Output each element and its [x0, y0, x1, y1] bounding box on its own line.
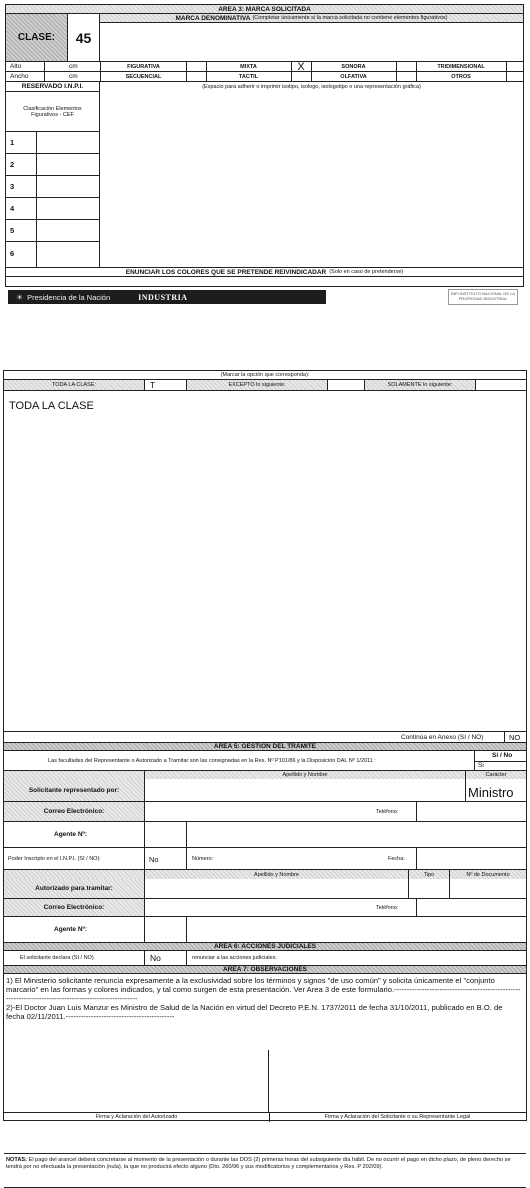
solamente-label: SOLAMENTE lo siguiente: — [387, 382, 453, 388]
si-no-label: Sí / No — [492, 752, 513, 759]
notas-text: El pago del arancel deberá concretarse al momento de la presentación o durante las DOS (2) primeras horas del subsiguiente día hábil. De no ocurrir el pago en dicho plazo, de pleno derecho se tendrá por no efectuada la presentación (nula), la que no producirá efecto alguno (Dto. 260/96 y sus modificatorios y complementarios y Res. P 202/09). — [6, 1157, 511, 1170]
area5-title: AREA 5: GESTIÓN DEL TRÁMITE — [213, 743, 317, 750]
cef-row: 1 — [6, 132, 100, 154]
cef-row: 3 — [6, 176, 100, 198]
solicitante-row — [4, 779, 526, 802]
area5-title-bar — [4, 742, 526, 751]
isotipo-note-bar — [100, 82, 523, 92]
cef-row: 6 — [6, 242, 100, 267]
toda-clase-value[interactable]: T — [150, 380, 156, 390]
facultades-text: Las facultades del Representante o Autorizado a Tramitar son las consignadas en la Res. Nº P101/86 y la Disposición DAL Nº 1/2011 : — [48, 758, 376, 764]
clasificacion-label: Clasificación Elementos Figurativos - CEF — [23, 105, 82, 118]
footer-inpi: INPI INSTITUTO NACIONAL DE LA PROPIEDAD INDUSTRIAL — [450, 291, 515, 301]
ancho-row — [6, 72, 100, 82]
marca-denominativa-bar — [100, 14, 523, 23]
area7-title-bar — [4, 966, 526, 974]
types-row-1 — [101, 62, 523, 72]
caracter-label: Carácter — [485, 772, 507, 778]
agente-row-2 — [4, 917, 526, 943]
area7-title: AREA 7: OBSERVACIONES — [222, 966, 308, 973]
anexo-label: Continúa en Anexo (SI / NO) — [401, 734, 484, 741]
area6-title: AREA 6: ACCIONES JUDICIALES — [213, 943, 317, 950]
apellido-nombre-label-2: Apellido y Nombre — [254, 871, 299, 878]
footer-presidencia: Presidencia de la Nación — [27, 292, 111, 302]
page-1 — [0, 0, 530, 310]
sun-icon: ☀ — [16, 292, 24, 302]
marca-denominativa-note: (Completar únicamente si la marca solicitada no contiene elementos figurativos) — [252, 15, 448, 21]
caracter-value[interactable]: Ministro — [468, 785, 514, 800]
colores-note: (Solo en caso de pretenderse) — [329, 269, 404, 275]
area6-title-bar — [4, 943, 526, 951]
si-no-value[interactable]: Si — [478, 762, 484, 769]
alto-row — [6, 62, 100, 72]
ancho-cm: cm — [69, 73, 78, 80]
correo-label-1: Correo Electrónico: — [43, 808, 105, 815]
firma-autorizado: Firma y Aclaración del Autorizado — [95, 1114, 178, 1120]
declara-row — [4, 951, 526, 966]
firma-solicitante: Firma y Aclaración del Solicitante o su Representante Legal — [324, 1114, 471, 1120]
toda-clase-row — [4, 380, 526, 391]
alto-cm: cm — [69, 63, 78, 70]
area3-title-bar — [6, 5, 523, 14]
clase-value: 45 — [75, 29, 92, 46]
solicitante-label: Solicitante representado por: — [28, 786, 120, 794]
page-2 — [0, 362, 530, 1170]
renunciar-text: renunciar a las acciones judiciales. — [192, 955, 277, 961]
type-tridimensional: TRIDIMENSIONAL — [437, 64, 485, 70]
obs-1: 1) El Ministerio solicitante renuncia expresamente a la exclusividad sobre los términos y signos "de uso común" y solicita únicamente el "conjunto marcario" en las formas y colores indicados, y tal como surgen de esta presentación. Ver Area 3 de este formulario.------------------------------------------------------------------------------------------------------ — [6, 976, 521, 1003]
signature-box-autorizado[interactable] — [4, 1050, 269, 1112]
type-otros: OTROS — [451, 74, 471, 80]
inpi-logo — [448, 289, 518, 305]
signature-area — [4, 1050, 526, 1120]
clasificacion-box — [6, 92, 100, 132]
marca-denominativa-field — [100, 23, 523, 62]
declara-label: El solicitante declara (SI / NO) — [20, 955, 94, 961]
anexo-row — [4, 731, 526, 742]
area3-title: AREA 3: MARCA SOLICITADA — [218, 5, 311, 13]
telefono-label-1: Teléfono: — [376, 809, 399, 815]
cef-rows — [6, 132, 100, 267]
poder-label: Poder Inscripto en el I.N.P.I. (SI / NO): — [8, 856, 101, 862]
facultades-row — [4, 751, 526, 771]
type-sonora: SONORA — [341, 64, 366, 70]
agente-row-1 — [4, 822, 526, 848]
notas-row — [4, 1153, 526, 1188]
apellido-header-1 — [4, 771, 526, 779]
telefono-label-2: Teléfono: — [376, 905, 399, 911]
cef-row: 2 — [6, 154, 100, 176]
type-mixta: MIXTA — [240, 64, 257, 70]
tipo-label: Tipo — [423, 871, 435, 878]
correo-row-1 — [4, 802, 526, 822]
colores-bar — [6, 267, 523, 277]
toda-clase-label: TODA LA CLASE: — [52, 382, 96, 388]
type-secuencial: SECUENCIAL — [125, 74, 162, 80]
clase-box — [6, 14, 68, 62]
footer-bar — [8, 290, 326, 304]
class-text-area[interactable] — [9, 396, 519, 596]
excepto-label: EXCEPTO lo siguiente: — [228, 382, 286, 388]
ancho-label: Ancho — [10, 73, 29, 80]
reservado-label: RESERVADO I.N.P.I. — [21, 83, 84, 90]
agente-label-2: Agente Nº: — [54, 926, 88, 933]
apellido-nombre-label: Apellido y Nombre — [282, 772, 328, 778]
declara-value[interactable]: No — [150, 953, 161, 963]
autorizado-row — [4, 879, 526, 899]
colores-label: ENUNCIAR LOS COLORES QUE SE PRETENDE REIVINDICADAR — [125, 268, 327, 276]
footer-industria: INDUSTRIA — [138, 292, 188, 302]
type-figurativa: FIGURATIVA — [127, 64, 160, 70]
correo-label-2: Correo Electrónico: — [43, 904, 105, 911]
poder-value[interactable]: No — [149, 855, 159, 864]
anexo-value[interactable]: NO — [509, 733, 521, 742]
clase-value-box — [68, 14, 100, 62]
correo-row-2 — [4, 899, 526, 917]
agente-label-1: Agente Nº: — [54, 831, 88, 838]
types-row-2 — [101, 72, 523, 82]
notas-label: NOTAS: — [6, 1157, 28, 1163]
cef-row: 5 — [6, 220, 100, 242]
cef-row: 4 — [6, 198, 100, 220]
toda-clase-text: TODA LA CLASE — [9, 400, 94, 412]
obs-2: 2)-El Doctor Juan Luis Manzur es Ministro de Salud de la Nación en virtud del Decreto P.E.N. 1737/2011 de fecha 31/10/2011, publicado en B.O. de fecha 02/11/2011.------------------------------------------- — [6, 1003, 503, 1021]
poder-row — [4, 848, 526, 870]
marcar-note-bar — [4, 371, 526, 380]
reservado-header — [6, 82, 100, 92]
marca-denominativa-label: MARCA DENOMINATIVA — [175, 14, 251, 22]
mixta-mark[interactable]: X — [297, 61, 305, 73]
numero-label: Número: — [192, 856, 214, 862]
signature-labels — [4, 1112, 526, 1121]
clase-label: CLASE: — [17, 32, 56, 43]
signature-box-solicitante[interactable] — [269, 1050, 526, 1112]
documento-label: Nº de Documento — [466, 871, 510, 878]
isotipo-note: (Espacio para adherir o imprimir isotipo, isologo, isologotipo o una representación gráfica) — [202, 84, 421, 90]
fecha-label: Fecha: — [388, 856, 405, 862]
type-olfativa: OLFATIVA — [340, 74, 367, 80]
alto-label: Alto — [10, 63, 22, 70]
type-tactil: TACTIL — [238, 74, 259, 80]
apellido-header-2 — [4, 870, 526, 879]
autorizado-label: Autorizado para tramitar: — [35, 885, 113, 892]
marcar-note: (Marcar la opción que corresponda): — [220, 372, 310, 378]
